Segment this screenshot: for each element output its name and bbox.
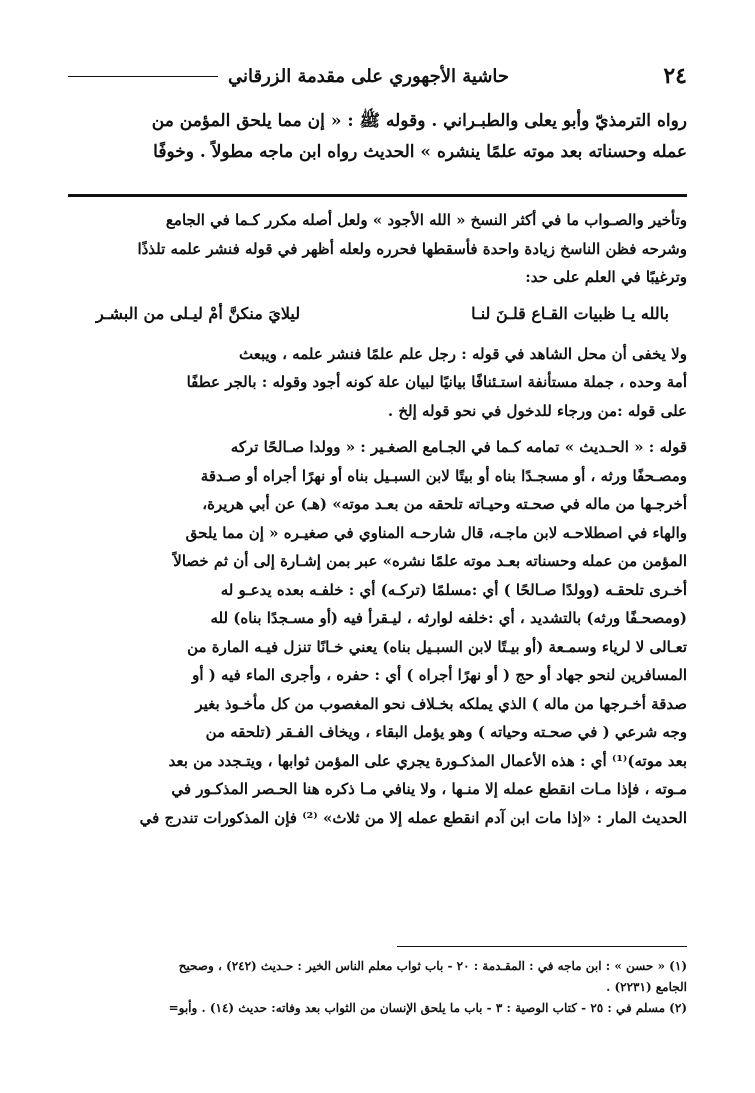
main-line: رواه الترمذيّ وأبو يعلى والطبـراني . وقوله ﷺ : « إن مما يلحق المؤمن من [151, 111, 687, 131]
footnote-line: (٢) مسلم في : ٢٥ - كتاب الوصية : ٣ - باب ما يلحق الإنسان من الثواب بعد وفاته: حديث (١٤) . وأبو= [168, 1001, 687, 1015]
note-line: مـوته ، فإذا مـات انقطع عمله إلا منـها ، ولا ينافي مـا ذكره هنا الحـصر المذكـور في [171, 780, 687, 798]
note-line: (ومصحـفًا ورثه) بالتشديد ، أي :خلفه لوارثه ، ليـقرأ فيه (أو مسـجدًا بناه) لله [210, 609, 687, 627]
note-line: بعد موته)⁽¹⁾ أي : هذه الأعمال المذكـورة يجري على المؤمن ثوابها ، ويتـجدد من بعد [168, 751, 687, 770]
text-separator [68, 194, 687, 197]
note-line: وترغيبًا في العلم على حد: [525, 268, 687, 286]
commentary [68, 206, 687, 832]
poetry-verse [68, 292, 687, 332]
note-line: المسافرين لنحو جهاد أو حج ( أو نهرًا أجراه ) أي : حفره ، وأجرى الماء فيه ( أو [192, 666, 687, 684]
note-line: على قوله :من ورجاء للدخول في نحو قوله إلخ . [387, 401, 687, 420]
note-line: ولا يخفى أن محل الشاهد في قوله : رجل علم علمًا فنشر علمه ، ويبعث [238, 344, 687, 363]
main-line: عمله وحسناته بعد موته علمًا ينشره » الحديث رواه ابن ماجه مطولاً . وخوفًا [153, 142, 687, 162]
note-line: ومصـحفًا ورثه ، أو مسجـدًا بناه أو بيتًا لابن السبـيل بناه أو نهرًا أجراه أو صـدقة [200, 466, 687, 485]
page-number: ٢٤ [663, 63, 687, 89]
note-line: المؤمن من عمله وحسناته بعـد موته علمًا نشره» عبر بمن إشـارة إلى أن ثم خصالاً [173, 552, 687, 570]
note-line: وشرحه فظن الناسخ زيادة واحدة فأسقطها فحرره ولعله أظهر في قوله فنشر علمه تلذذًا [137, 239, 687, 258]
note-line: أمة وحده ، جملة مستأنفة استـئنافًا بيانيًا لبيان علة كونه أجود وقوله : بالجر عطفًا [186, 373, 687, 391]
note-line: وتأخير والصـواب ما في أكثر النسخ « الله الأجود » ولعل أصله مكرر كـما في الجامع [165, 211, 687, 229]
main-text [68, 106, 687, 168]
footnote-line: (١) « حسن » : ابن ماجه في : المقـدمة : ٢٠ - باب ثواب معلم الناس الخير : حـديث (٢٤٢) ، وصحيح [178, 959, 687, 973]
verse-second-hemistich: ليلايَ منكنَّ أمْ ليـلى من البشـر [96, 303, 301, 323]
footnote-line: الجامع (٢٢٣١) . [606, 980, 687, 994]
verse-first-hemistich: بالله يـا ظبيات القـاع قلـنَ لنـا [471, 303, 669, 323]
note-line: تعـالى لا لرياء وسمـعة (أو بيـتًا لابن السبـيل بناه) يعني خـانًا تنزل فيـه المارة من [187, 637, 687, 656]
note-line: وجه شرعي ( في صحـته وحياته ) وهو يؤمل البقاء ، ويخاف الفـقر (تلحقه من [205, 723, 687, 741]
note-line: صدقة أخـرجها من ماله ) الذي يملكه بخـلاف نحو المغصوب من كل مأخـوذ بغير [195, 694, 687, 713]
note-line: أخـرى تلحقـه (وولدًا صـالحًا ) أي :مسلمًا (تركـه) أي : خلفـه بعده يدعـو له [220, 580, 687, 599]
running-header [68, 66, 509, 87]
footnote-separator [397, 946, 687, 947]
header-rule [68, 76, 218, 77]
running-title-text: حاشية الأجهوري على مقدمة الزرقاني [228, 65, 510, 87]
footnotes [68, 956, 687, 1019]
note-line: الحديث المار : «إذا مات ابن آدم انقطع عمله إلا من ثلاث» ⁽²⁾ فإن المذكورات تندرج في [139, 808, 687, 827]
note-line: أخرجـها من ماله في صحـته وحيـاته تلحقه من بعـد موته» (هـ) عن أبي هريرة، [202, 495, 687, 513]
page-header [68, 58, 687, 94]
note-line: قوله : « الحـديث » تمامه كـما في الجـامع الصغـير : « وولدا صـالحًا تركه [230, 438, 687, 456]
note-line: والهاء في اصطلاحـه لابن ماجـه، قال شارحـه المناوي في صغيـره « إن مما يلحق [185, 523, 687, 542]
